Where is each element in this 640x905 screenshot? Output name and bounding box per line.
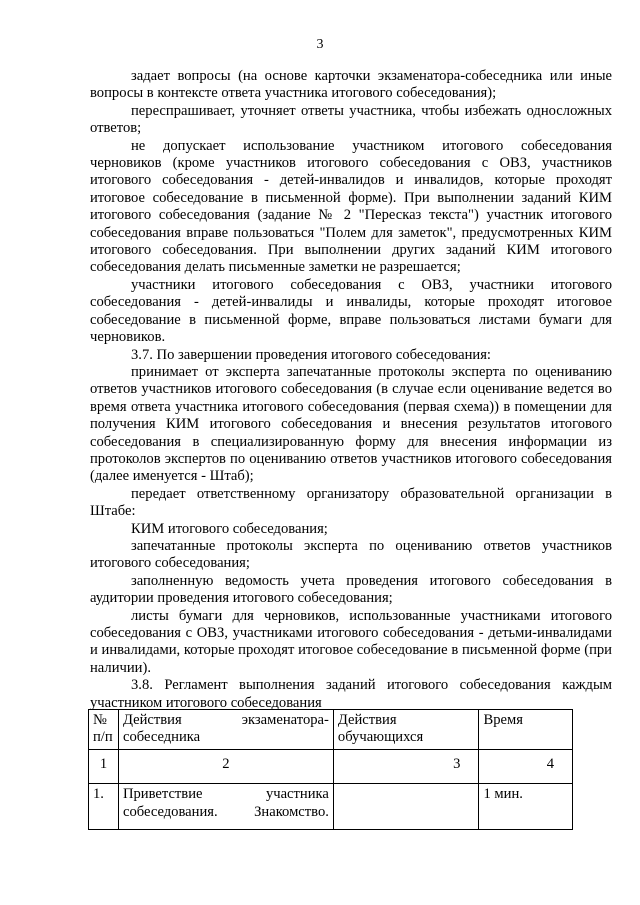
paragraph: передает ответственному организатору образовательной организации в Штабе: [90,485,612,520]
paragraph: задает вопросы (на основе карточки экзаменатора-собеседника или иные вопросы в контексте ответа участника итогового собеседования); [90,68,612,102]
numbering-cell: 4 [479,749,573,783]
table-cell-student-actions [333,784,479,830]
paragraph: переспрашивает, уточняет ответы участника, чтобы избежать односложных ответов; [90,102,612,137]
paragraph: заполненную ведомость учета проведения итогового собеседования в аудитории проведения итогового собеседования; [90,572,612,607]
header-cell-student-actions: Действия обучающихся [333,710,479,750]
paragraph: листы бумаги для черновиков, использованные участниками итогового собеседования с ОВЗ, участниками итогового собеседования - детьми-инвалидами и инвалидами, которые проходят итоговое собеседование в письменной форме (при наличии). [90,607,612,676]
paragraph: КИМ итогового собеседования; [131,520,328,537]
header-cell-examiner-actions: Действия экзаменатора-собеседника [118,710,333,750]
numbering-cell: 2 [118,749,333,783]
document-body [90,68,612,712]
table-header-row [89,710,573,750]
table-cell-examiner-actions: Приветствие участника собеседования. Знакомство. [118,784,333,830]
section-heading: 3.7. По завершении проведения итогового собеседования: [131,346,491,363]
paragraph: не допускает использование участником итогового собеседования черновиков (кроме участников итогового собеседования с ОВЗ, участников итогового собеседования - детей-инвалидов и инвалидов, которые проходят итоговое собеседование в письменной форме). При выполнении заданий КИМ итогового собеседования (задание № 2 "Пересказ текста") участник итогового собеседования вправе пользоваться "Полем для заметок", предусмотренных КИМ итогового собеседования. При выполнении других заданий КИМ итогового собеседования делать письменные заметки не разрешается; [90,137,612,276]
section-heading: 3.8. Регламент выполнения заданий итогового собеседования каждым участником итогового собеседования [90,677,612,711]
table-cell-number: 1. [89,784,119,830]
page-number: 3 [316,37,324,52]
paragraph: запечатанные протоколы эксперта по оцениванию ответов участников итогового собеседования; [90,537,612,572]
reglament-table [88,709,573,830]
header-cell-number: № п/п [89,710,119,750]
paragraph: принимает от эксперта запечатанные протоколы эксперта по оцениванию ответов участников итогового собеседования (в случае если оценивание ведется во время ответа участника итогового собеседования (первая схема)) в помещении для получения КИМ итогового собеседования и внесения результатов итогового собеседования в специализированную форму для внесения информации из протоколов экспертов по оцениванию ответов участников итогового собеседования (далее именуется - Штаб); [90,363,612,485]
paragraph: участники итогового собеседования с ОВЗ, участники итогового собеседования - детей-инвалиды и инвалиды, которые проходят итоговое собеседование в письменной форме, вправе пользоваться листами бумаги для черновиков. [90,276,612,346]
numbering-cell: 1 [89,749,119,783]
header-cell-time: Время [479,710,573,750]
table-cell-time: 1 мин. [479,784,573,830]
table-numbering-row [89,749,573,783]
numbering-cell: 3 [333,749,479,783]
table-row [89,784,573,830]
